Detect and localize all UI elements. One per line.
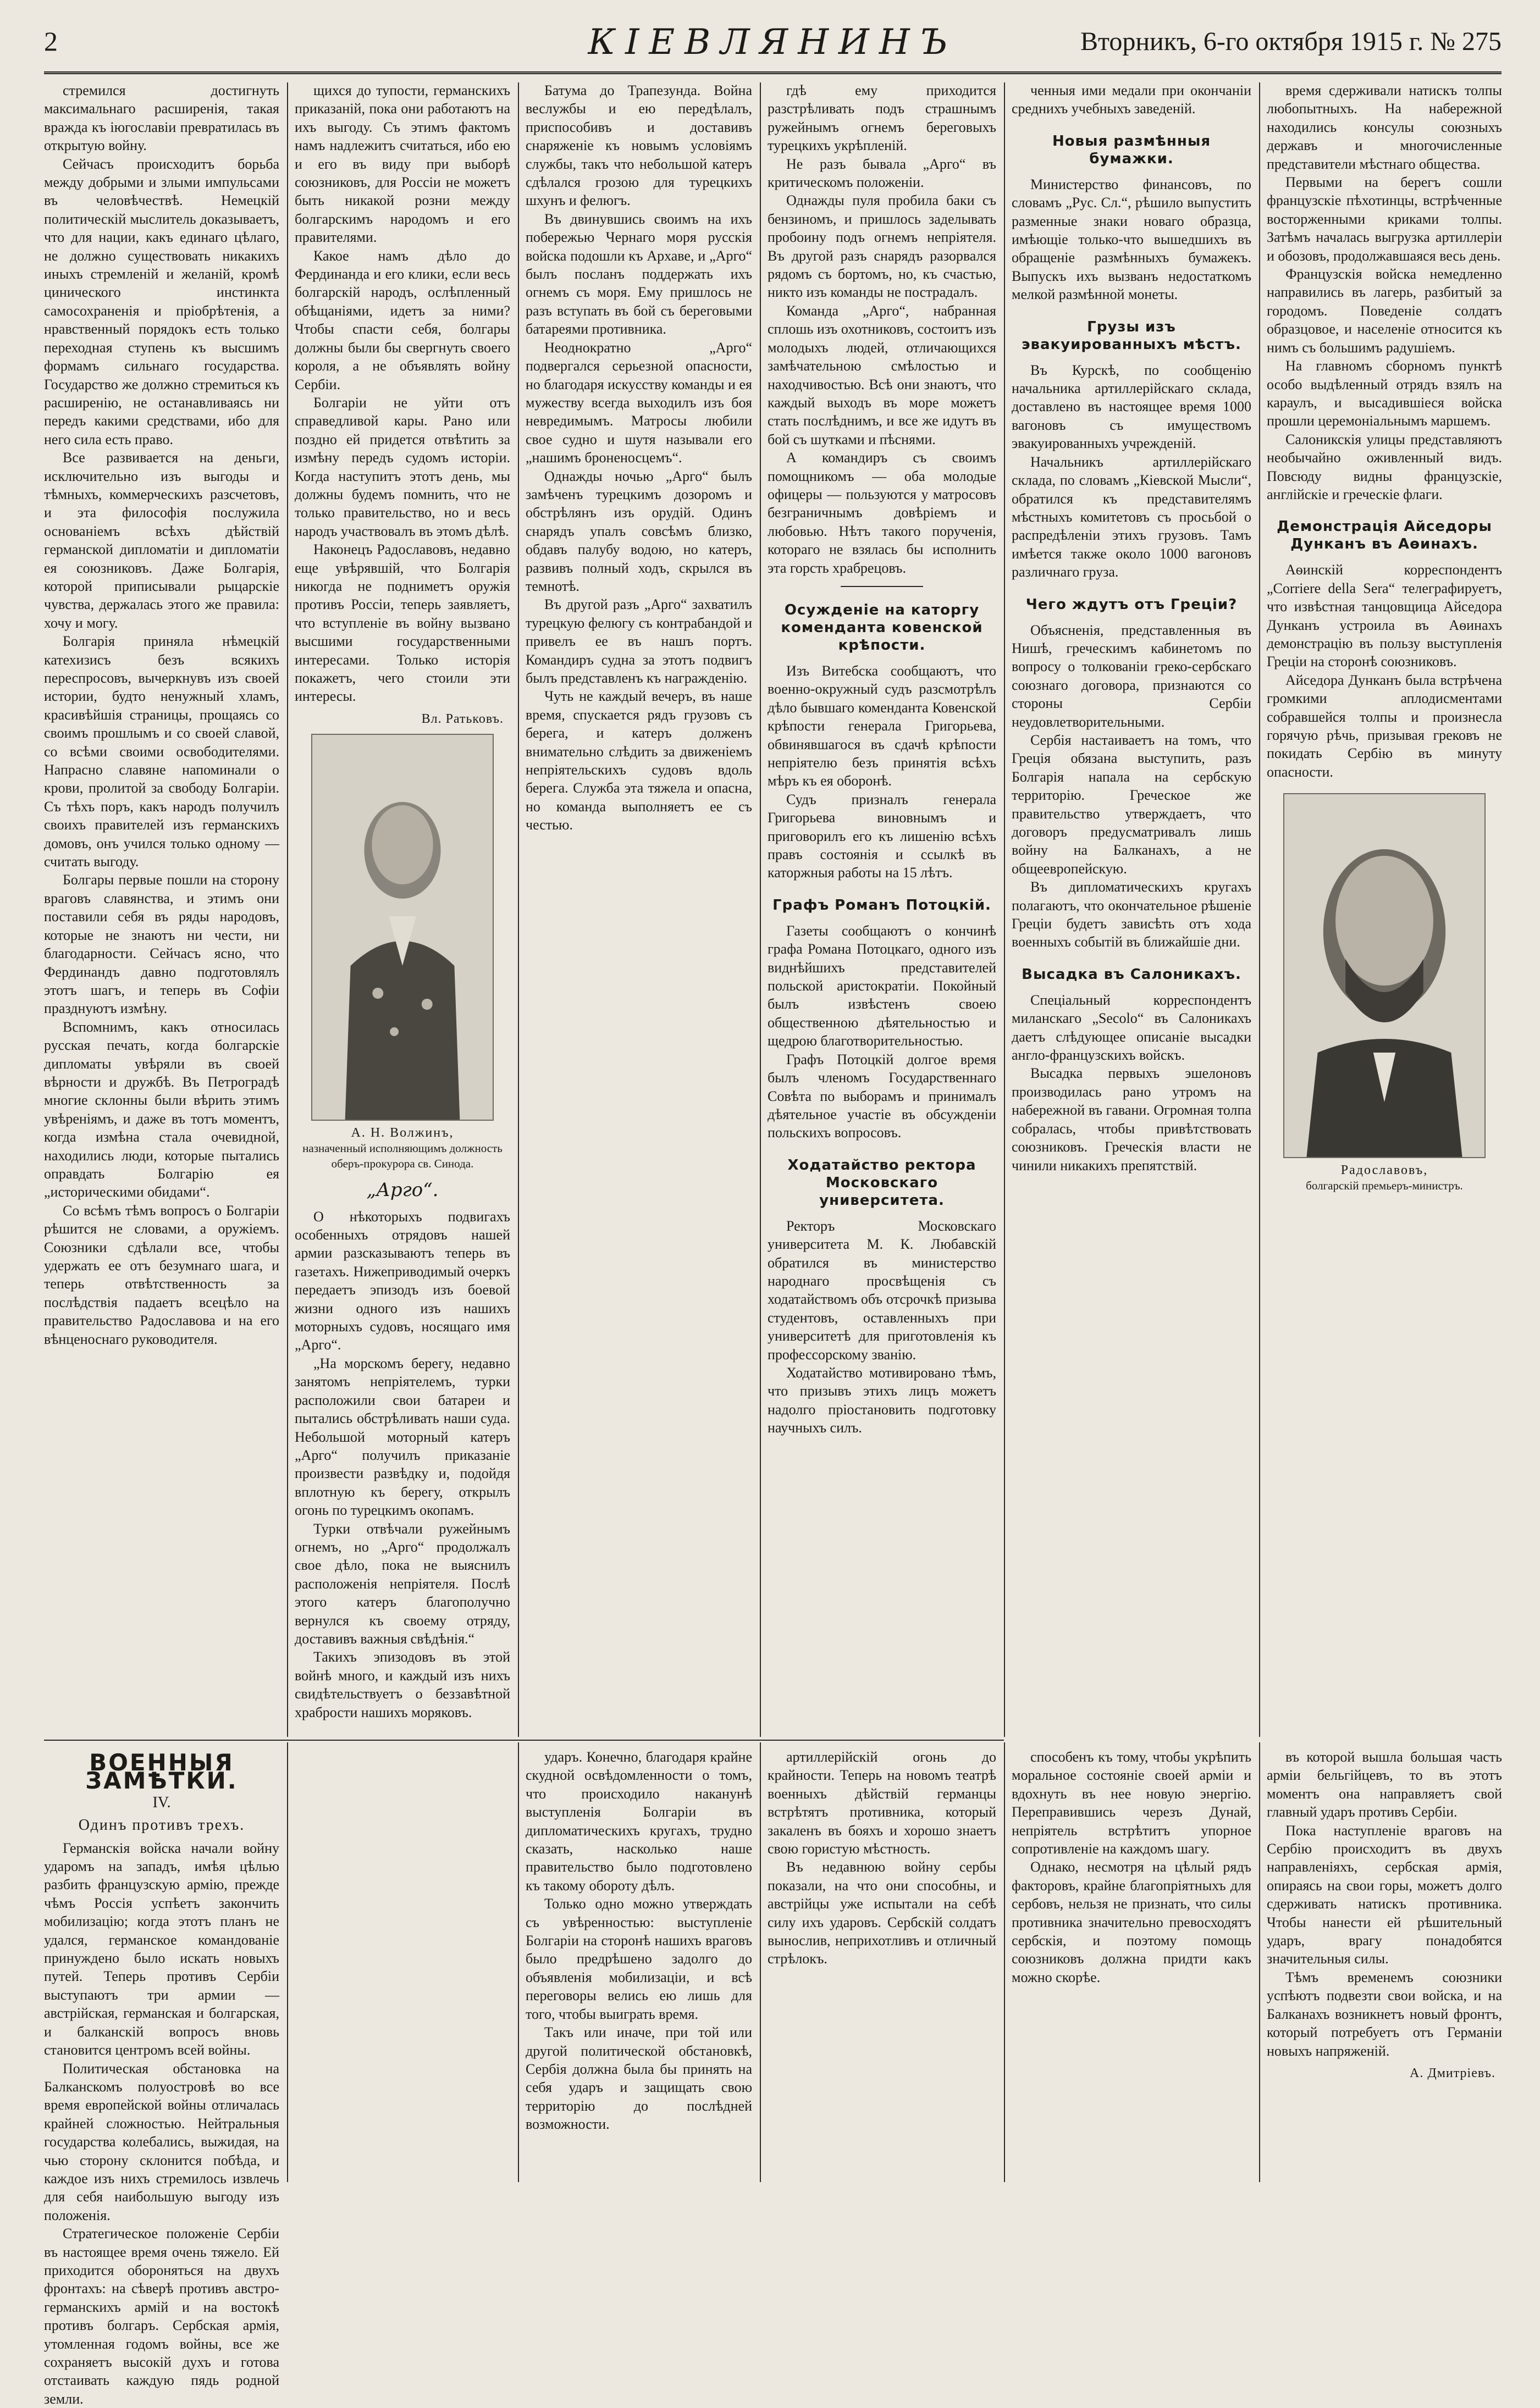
- section-rule: [841, 586, 923, 587]
- paragraph: Болгарія приняла нѣмецкій катехизисъ безъ всякихъ переспросовъ, вычеркнувъ изъ своей истории, будто ненужный хламъ, красивѣйшія страницы, прощаясь со своимъ прошлымъ и со своей славой, со всѣми своими освободителями. Напрасно славяне напоминали о крови, пролитой за свободу Болгаріи. Съ тѣхъ поръ, какъ народъ получилъ своихъ правителей изъ германскихъ домовъ, онъ учился только одному — считать выгоду.: [44, 633, 279, 870]
- paragraph: Министерство финансовъ, по словамъ „Рус. Сл.“, рѣшило выпустить разменные знаки новаго образца, имѣющіе только-что вышедшихъ въ обращеніе размѣнныхъ бумажекъ. Выпускъ ихъ вызванъ недостаткомъ мелкой размѣнной монеты.: [1012, 176, 1251, 303]
- paragraph: Салоникскія улицы представляютъ необычайно оживленный видъ. Повсюду видны французскіе, англійскіе и греческіе флаги.: [1267, 431, 1502, 502]
- paragraph: Все развивается на деньги, исключительно изъ выгоды и тѣмныхъ, коммерческихъ разсчетовъ, и эта философія послужила основаніемъ всѣхъ дѣйствій германской дипломатіи и дипломатіи ея союзниковъ. Даже Болгарія, которой приписывали рыцарскіе чувства, держалась этого же правила: хочу и могу.: [44, 450, 279, 631]
- portrait-image: [1284, 794, 1484, 1157]
- heading-grecia: Чего ждутъ отъ Греціи?: [1025, 596, 1238, 613]
- paragraph: Сейчасъ происходитъ борьба между добрыми и злыми импульсами въ человѣчествѣ. Немецкій политическій мыслитель доказываетъ, что для нации, какъ единаго цѣлаго, не должно существовать никакихъ иныхъ стремленій и желаній, кромѣ цинического инстинкта самосохраненія и пріобрѣтенія, а нравственный порядокъ есть только переходная ступень къ высшимъ формамъ сильнаго государства. Государство же должно стремиться къ расширенію, не останавливаясь ни передъ какими средствами, ибо для него сила есть право.: [44, 156, 279, 447]
- paragraph: Въ Курскѣ, по сообщенію начальника артиллерійскаго склада, доставлено въ настоящее время 1000 вагоновъ съ имуществомъ эвакуированныхъ учрежденій.: [1012, 362, 1251, 452]
- column-4-bottom: [768, 1748, 996, 2182]
- column-divider: [287, 82, 288, 1737]
- portrait-radoslavov: [1283, 793, 1486, 1158]
- heading-osuzhdenie: Осужденіе на каторгу коменданта ковенской крѣпости.: [781, 601, 983, 654]
- heading-salonki: Высадка въ Салоникахъ.: [1022, 966, 1241, 983]
- portrait-image: [312, 735, 493, 1120]
- paragraph: артиллерійскій огонь до крайности. Теперь на новомъ театрѣ военныхъ дѣйствій германцы встрѣтятъ противника, который закаленъ въ бояхъ и хорошо знаетъ свою гористую мѣстность.: [768, 1749, 996, 1857]
- page-number: 2: [44, 26, 58, 57]
- newspaper-title: КІЕВЛЯНИНЪ: [588, 22, 958, 63]
- paragraph: Болгаріи не уйти отъ справедливой кары. Рано или поздно ей придется отвѣтить за измѣну передъ судомъ исторіи. Когда наступитъ этотъ день, мы должны будемъ помнить, что не только правительство, но и весь народъ участвовалъ въ этомъ дѣлѣ.: [295, 394, 510, 539]
- column-divider: [518, 82, 519, 1737]
- caption-description: назначенный исполняющимъ должность оберъ-прокурора св. Синода.: [302, 1142, 503, 1171]
- paragraph: Графъ Потоцкій долгое время былъ членомъ Государственнаго Совѣта по выборамъ и принималъ дѣятельное участіе въ обсужденіи польскихъ вопросовъ.: [768, 1051, 996, 1141]
- column-5-top: [1012, 81, 1251, 1733]
- article-title: ВОЕННЫЯ ЗАМѢТКИ.: [85, 1749, 238, 1795]
- column-1-bottom: [44, 1748, 279, 2407]
- portrait-caption: [1267, 1163, 1502, 1193]
- portrait-caption: [295, 1125, 510, 1171]
- paragraph: Только одно можно утверждать съ увѣренностью: выступленіе Болгаріи на сторонѣ нашихъ враговъ было предрѣшено задолго до объявленія мобилизаціи, и всѣ переговоры велись ею лишь для того, чтобы выиграть время.: [526, 1896, 752, 2022]
- paragraph: Однажды ночью „Арго“ былъ замѣченъ турецкимъ дозоромъ и обстрѣлянъ изъ орудій. Одинъ снарядъ упалъ совсѣмъ близко, обдавъ палубу водою, но катеръ, развивъ полный ходъ, скрылся въ темнотѣ.: [526, 468, 752, 594]
- paragraph: ударъ. Конечно, благодаря крайне скудной освѣдомленности о томъ, что происходило наканунѣ выступленія Болгаріи въ дипломатическихъ кругахъ, трудно сказать, насколько наше правительство было подготовлено къ такому обороту дѣлъ.: [526, 1749, 752, 1894]
- column-divider: [760, 82, 761, 1737]
- paragraph: Газеты сообщаютъ о кончинѣ графа Романа Потоцкаго, одного изъ виднѣйшихъ представителей польской аристократіи. Покойный былъ извѣстенъ своею общественною дѣятельностью и щедрою благотворительностью.: [768, 922, 996, 1049]
- paragraph: Со всѣмъ тѣмъ вопросъ о Болгаріи рѣшится не словами, а оружіемъ. Союзники сдѣлали все, чтобы удержать ее отъ безумнаго шага, и теперь отвѣтственность за послѣдствія падаетъ всецѣло на правительство Радославова и на его вѣнценоснаго руководителя.: [44, 1202, 279, 1347]
- paragraph: Политическая обстановка на Балканскомъ полуостровѣ во все время европейской войны отличалась крайней сложностью. Нейтральныя государства колебались, выжидая, на чью сторону склонится побѣда, и каждое изъ нихъ стремилось извлечь для себя наибольшую выгоду изъ положенія.: [44, 2060, 279, 2223]
- column-divider: [760, 1742, 761, 2182]
- paragraph: Турки отвѣчали ружейнымъ огнемъ, но „Арго“ продолжалъ свое дѣло, пока не выяснилъ расположенія непріятеля. Послѣ этого катеръ благополучно вернулся къ своему отряду, доставивъ важныя свѣдѣнія.“: [295, 1520, 510, 1647]
- heading-bumazhki: Новыя размѣнныя бумажки.: [1052, 132, 1211, 167]
- paragraph: Въ другой разъ „Арго“ захватилъ турецкую фелюгу съ контрабандой и привелъ ее въ нашъ портъ. Командиръ судна за этотъ подвигъ былъ представленъ къ награжденію.: [526, 596, 752, 686]
- caption-name: А. Н. Волжинъ,: [351, 1126, 454, 1141]
- paragraph: Французскія войска немедленно направились въ лагерь, разбитый за городомъ. Поведеніе солдатъ образцовое, и населеніе относится къ нимъ съ большимъ радушіемъ.: [1267, 266, 1502, 356]
- paragraph: Сербія настаиваетъ на томъ, что Греція обязана выступить, разъ Болгарія напала на сербскую территорію. Греческое же правительство утверждаетъ, что договоръ предусматривалъ лишь войну на Балканахъ, а не общеевропейскую.: [1012, 732, 1251, 877]
- paragraph: Начальникъ артиллерійскаго склада, по словамъ „Кіевской Мысли“, обратился къ представителямъ мѣстныхъ комитетовъ съ просьбой о распредѣленіи этихъ грузовъ. Тамъ имѣется также около 1000 вагоновъ различнаго груза.: [1012, 453, 1251, 580]
- section-divider: [44, 1740, 1004, 1741]
- paragraph: Тѣмъ временемъ союзники успѣютъ подвезти свои войска, и на Балканахъ возникнетъ новый фронтъ, который потребуетъ отъ Германіи новыхъ напряженій.: [1267, 1969, 1502, 2059]
- paragraph: Неоднократно „Арго“ подвергался серьезной опасности, но благодаря искусству команды и ея мужеству всегда выходилъ изъ боя невредимымъ. Матросы любили свое судно и шутя называли его „нашимъ броненосцемъ“.: [526, 339, 752, 466]
- paragraph: Судъ призналъ генерала Григорьева виновнымъ и приговорилъ его къ лишенію всѣхъ правъ состоянія и ссылкѣ въ каторжныя работы на 15 лѣтъ.: [768, 791, 996, 881]
- column-5-bottom: [1012, 1748, 1251, 2182]
- paragraph: Болгары первые пошли на сторону враговъ славянства, и этимъ они поставили себя въ ряды народовъ, которые не знаютъ ни чести, ни благодарности. Сейчасъ ясно, что Фердинандъ давно подготовлялъ этотъ шагъ, и теперь въ Софіи празднуютъ измѣну.: [44, 872, 279, 1017]
- caption-description: болгарскій премьеръ-министръ.: [1306, 1179, 1463, 1193]
- paragraph: щихся до тупости, германскихъ приказаній, пока они работаютъ на ихъ выгоду. Съ этимъ фактомъ намъ надлежитъ считаться, ибо ею и его въ виду при выборѣ союзниковъ, для Россіи не можетъ быть никакой розни между болгарскимъ народомъ и его правителями.: [295, 82, 510, 246]
- paragraph: Изъ Витебска сообщаютъ, что военно-окружный судъ разсмотрѣлъ дѣло бывшаго коменданта Ковенской крѣпости генерала Григорьева, обвинявшагося въ сдачѣ крѣпости непріятелю безъ принятія всѣхъ мѣръ къ ея оборонѣ.: [768, 662, 996, 789]
- paragraph: Айседора Дунканъ была встрѣчена громкими аплодисментами собравшейся толпы и произнесла горячую рѣчь, призывая грековъ не покидать Сербію въ минуту опасности.: [1267, 672, 1502, 780]
- paragraph: Въ дипломатическихъ кругахъ полагаютъ, что окончательное рѣшеніе Греціи будетъ зависѣть отъ хода военныхъ событій въ ближайшіе дни.: [1012, 879, 1251, 950]
- paragraph: Аѳинскій корреспондентъ „Corriere della Sera“ телеграфируетъ, что извѣстная танцовщица Айседора Дунканъ устроила въ Аѳинахъ демонстрацію въ пользу выступленія Греціи на сторонѣ союзниковъ.: [1267, 562, 1502, 670]
- heading-khodataistvo: Ходатайство ректора Московскаго университета.: [787, 1156, 976, 1209]
- paragraph: А командиръ съ своимъ помощникомъ — оба молодые офицеры — пользуются у матросовъ безграничнымъ довѣріемъ и любовью. Нѣтъ такого порученія, котораго не взялась бы исполнить эта горсть храбрецовъ.: [768, 450, 996, 576]
- paragraph: Ректоръ Московскаго университета М. К. Любавскій обратился въ министерство народнаго просвѣщенія съ ходатайствомъ объ отсрочкѣ призыва студентовъ, оставленныхъ при университетѣ для приготовленія къ профессорскому званію.: [768, 1217, 996, 1363]
- paragraph: гдѣ ему приходится разстрѣливать подъ страшнымъ ружейнымъ огнемъ береговыхъ турецкихъ укрѣпленій.: [768, 82, 996, 154]
- column-divider: [1004, 82, 1005, 1737]
- dateline: Вторникъ, 6-го октября 1915 г. № 275: [1080, 27, 1502, 56]
- paragraph: стремился достигнуть максимальнаго расширенія, такая вражда къ іюгославіи превратилась въ открытую войну.: [44, 82, 279, 154]
- heading-duncan: Демонстрація Айседоры Дунканъ въ Аѳинахъ.: [1277, 518, 1492, 553]
- paragraph: Первыми на берегъ сошли французскіе пѣхотинцы, встрѣченные восторженными криками толпы. Затѣмъ началась выгрузка артиллеріи и обозовъ, продолжавшаяся весь день.: [1267, 174, 1502, 264]
- paragraph: способенъ къ тому, чтобы укрѣпить моральное состояніе своей арміи и вдохнуть въ нее новую энергію. Переправившись черезъ Дунай, непріятель встрѣтитъ упорное сопротивленіе на каждомъ шагу.: [1012, 1749, 1251, 1857]
- paragraph: На главномъ сборномъ пунктѣ особо выдѣленный отрядъ взялъ на караулъ, и высадившіеся войска прошли церемоніальнымъ маршемъ.: [1267, 358, 1502, 429]
- caption-name: Радославовъ,: [1340, 1163, 1428, 1178]
- paragraph: Команда „Арго“, набранная сплошь изъ охотниковъ, состоитъ изъ молодыхъ людей, отличающихся замѣчательною смѣлостью и находчивостью. Всѣ они знаютъ, что каждый выходъ въ море можетъ стать послѣднимъ, и все же идутъ въ бой съ шутками и пѣснями.: [768, 302, 996, 447]
- paragraph: Въ двинувшись своимъ на ихъ побережью Чернаго моря русскія войска подошли къ Архаве, и „Арго“ былъ посланъ поддержать ихъ огнемъ съ моря. Ему пришлось не разъ вступать въ бой съ береговыми батареями противника.: [526, 211, 752, 337]
- column-3-bottom: [526, 1748, 752, 2182]
- heading-gruzy: Грузы изъ эвакуированныхъ мѣстъ.: [1022, 318, 1241, 353]
- signature: А. Дмитріевъ.: [1410, 2066, 1495, 2080]
- paragraph: Наконецъ Радославовъ, недавно еще увѣрявшій, что Болгарія никогда не подниметъ оружія противъ Россіи, теперь заявляетъ, что вступленіе въ войну вызвано высшими государственными интересами. Только исторія покажетъ, чего стоили эти интересы.: [295, 541, 510, 705]
- paragraph: Въ недавнюю войну сербы показали, на что они способны, и австрійцы уже испытали на себѣ силу ихъ ударовъ. Сербскій солдатъ вынослив, неприхотливъ и отличный стрѣлокъ.: [768, 1859, 996, 1967]
- paragraph: Однако, несмотря на цѣлый рядъ факторовъ, крайне благопріятныхъ для сербовъ, нельзя не признать, что силы противника значительно превосходятъ сербскія, и поэтому помощь союзниковъ должна придти какъ можно скорѣе.: [1012, 1859, 1251, 1985]
- paragraph: Высадка первыхъ эшелоновъ производилась рано утромъ на набережной въ гавани. Огромная толпа собралась, чтобы привѣтствовать союзниковъ. Греческія власти не чинили никакихъ препятствій.: [1012, 1065, 1251, 1173]
- column-6-top: [1267, 81, 1502, 1733]
- column-6-bottom: [1267, 1748, 1502, 2182]
- paragraph: Пока наступленіе враговъ на Сербію происходитъ въ двухъ направленіяхъ, сербская армія, опираясь на свои горы, можетъ долго сдерживать натискъ противника. Чтобы нанести ей рѣшительный ударъ, врагу понадобятся значительныя силы.: [1267, 1822, 1502, 1967]
- masthead: [44, 22, 1502, 66]
- paragraph: Ходатайство мотивировано тѣмъ, что призывъ этихъ лицъ можетъ надолго пріостановить подготовку научныхъ силъ.: [768, 1364, 996, 1436]
- article-subtitle: Одинъ противъ трехъ.: [78, 1817, 245, 1834]
- paragraph: Объясненія, представленныя въ Нишѣ, греческимъ кабинетомъ по вопросу о толкованіи греко-сербскаго союзнаго договора, признаются со стороны Сербіи неудовлетворительными.: [1012, 622, 1251, 730]
- paragraph: Однажды пуля пробила баки съ бензиномъ, и пришлось заделывать пробоину подъ огнемъ непріятеля. Въ другой разъ снарядъ разорвался рядомъ съ бортомъ, но, къ счастью, никто изъ команды не пострадалъ.: [768, 192, 996, 301]
- column-divider: [518, 1742, 519, 2182]
- masthead-rule: [44, 71, 1502, 74]
- column-2-top: [295, 81, 510, 1733]
- column-divider: [1259, 82, 1260, 1737]
- article-number: IV.: [152, 1793, 171, 1811]
- column-divider: [1259, 1742, 1260, 2182]
- paragraph: ченныя ими медали при окончаніи среднихъ учебныхъ заведеній.: [1012, 82, 1251, 117]
- paragraph: Германскія войска начали войну ударомъ на западъ, имѣя цѣлью разбить французскую армію, прежде чѣмъ Россія успѣетъ закончить мобилизацію; когда этотъ планъ не удался, германское командованіе принуждено было искать новыхъ путей. Теперь противъ Сербіи выступаютъ три армии — австрійская, германская и болгарская, и балканскій вопросъ вновь становится центромъ всей войны.: [44, 1840, 279, 2058]
- signature: Вл. Ратьковъ.: [421, 711, 504, 726]
- column-3-top: [526, 81, 752, 1733]
- column-divider: [287, 1742, 288, 2182]
- paragraph: Батума до Трапезунда. Война веслужбы и ею передѣлалъ, приспособивъ и доставивъ снаряженіе къ новымъ условіямъ службы, такъ что небольшой катеръ сдѣлался грозою для турецкихъ шхунъ и фелюгъ.: [526, 82, 752, 209]
- paragraph: Вспомнимъ, какъ относилась русская печать, когда болгарскіе дипломаты увѣряли въ своей вѣрности и дружбѣ. Въ Петроградѣ многие склонны были вѣрить этимъ увѣреніямъ, и даже въ тотъ моментъ, когда измѣна стала очевидной, находились люди, которые пытались оправдать Болгарію ея „историческими обидами“.: [44, 1018, 279, 1200]
- paragraph: Не разъ бывала „Арго“ въ критическомъ положеніи.: [768, 156, 996, 191]
- portrait-volzhin: [311, 734, 494, 1121]
- paragraph: Какое намъ дѣло до Фердинанда и его клики, если весь болгарскій народъ, ослѣпленный обѣщаніями, идетъ за ними? Чтобы спасти себя, болгары должны были бы свергнуть своего короля, а не объявлять войну Сербіи.: [295, 247, 510, 392]
- paragraph: Стратегическое положеніе Сербіи въ настоящее время очень тяжело. Ей приходится обороняться на двухъ фронтахъ: на сѣверѣ противъ австро-германскихъ армій и на востокѣ противъ болгаръ. Сербская армія, утомленная годомъ войны, все же сохраняетъ высокій духъ и готова отстаивать каждую пядь родной земли.: [44, 2226, 279, 2407]
- paragraph: Такихъ эпизодовъ въ этой войнѣ много, и каждый изъ нихъ свидѣтельствуетъ о беззавѣтной храбрости нашихъ моряковъ.: [295, 1649, 510, 1720]
- paragraph: въ которой вышла большая часть арміи бельгійцевъ, то въ этотъ моментъ она направляетъ свой главный ударъ противъ Сербіи.: [1267, 1749, 1502, 1820]
- argo-title: „Арго“.: [366, 1179, 439, 1202]
- heading-potocki: Графъ Романъ Потоцкій.: [772, 896, 991, 914]
- paragraph: Такъ или иначе, при той или другой политической обстановкѣ, Сербія должна была бы принять на себя ударъ и защищать свою территорію до послѣдней возможности.: [526, 2024, 752, 2133]
- paragraph: О нѣкоторыхъ подвигахъ особенныхъ отрядовъ нашей армии разсказываютъ теперь въ газетахъ. Нижеприводимый очеркъ передаетъ эпизодъ изъ боевой жизни одного изъ нашихъ моторныхъ судовъ, носящаго имя „Арго“.: [295, 1208, 510, 1353]
- paragraph: „На морскомъ берегу, недавно занятомъ непріятелемъ, турки расположили свои батареи и пытались обстрѣливать наши суда. Небольшой моторный катеръ „Арго“ получилъ приказаніе произвести развѣдку и, подойдя вплотную къ берегу, открылъ огонь по турецкимъ окопамъ.: [295, 1355, 510, 1519]
- column-divider: [1004, 1742, 1005, 2182]
- paragraph: Чуть не каждый вечеръ, въ наше время, спускается рядъ грузовъ съ берега, и катеръ долженъ внимательно слѣдить за движеніемъ непріятельскихъ судовъ вдоль берега. Служба эта тяжела и опасна, но команда выполняетъ ее съ честью.: [526, 688, 752, 833]
- column-4-top: [768, 81, 996, 1733]
- paragraph: Спеціальный корреспондентъ миланскаго „Secolo“ въ Салоникахъ даетъ слѣдующее описаніе высадки англо-французскихъ войскъ.: [1012, 992, 1251, 1064]
- paragraph: время сдерживали натискъ толпы любопытныхъ. На набережной находились консулы союзныхъ державъ и многочисленные представители мѣстнаго общества.: [1267, 82, 1502, 172]
- column-1-top: [44, 81, 279, 1733]
